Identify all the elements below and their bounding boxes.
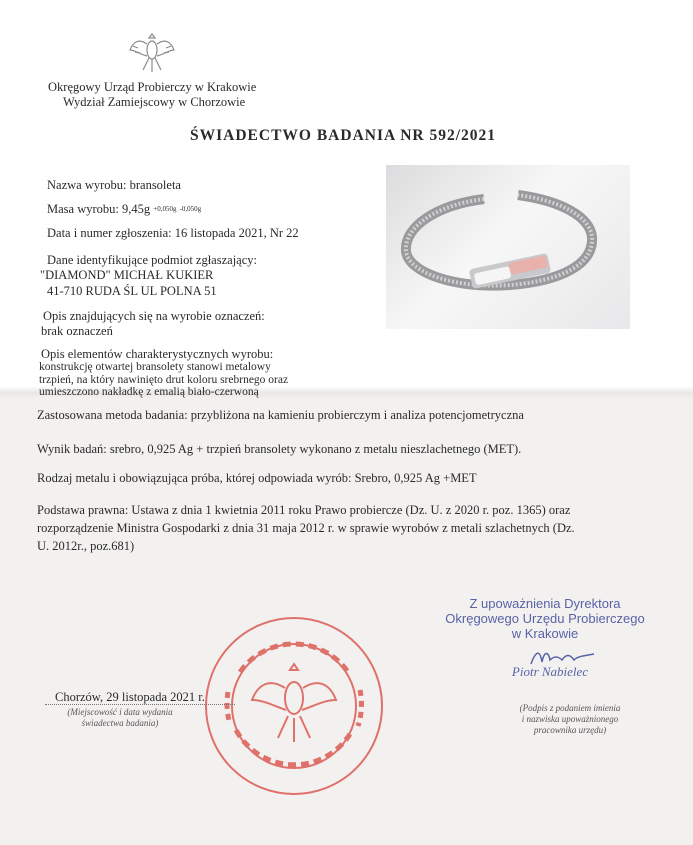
product-name: Nazwa wyrobu: bransoleta [47, 178, 181, 192]
elements-label: Opis elementów charakterystycznych wyrobu: [41, 347, 274, 361]
product-photo [386, 165, 630, 329]
mass-tolerance-minus: -0,050g [179, 205, 202, 213]
office-department: Wydział Zamiejscowy w Chorzowie [63, 95, 246, 109]
issue-place-date: Chorzów, 29 listopada 2021 r. [55, 690, 205, 704]
test-result: Wynik badań: srebro, 0,925 Ag + trzpień bransolety wykonano z metalu nieszlachetnego (MET). [37, 442, 522, 456]
certificate-title: ŚWIADECTWO BADANIA NR 592/2021 [190, 127, 497, 144]
product-mass [47, 201, 201, 217]
authorization-line-3: w Krakowie [511, 626, 579, 641]
marks-value: brak oznaczeń [41, 324, 113, 338]
submitter-address: 41-710 RUDA ŚL UL POLNA 51 [47, 284, 217, 298]
mass-value: Masa wyrobu: 9,45g [47, 202, 151, 216]
place-date-line [45, 704, 235, 705]
elements-line-3: umieszczono nakładkę z emalią biało-czerwoną [39, 386, 259, 398]
legal-basis-line-2: rozporządzenie Ministra Gospodarki z dnia 31 maja 2012 r. w sprawie wyrobów z metali szlachetnych (Dz. [37, 521, 575, 535]
bracelet-image [386, 165, 630, 329]
legal-basis-line-1: Podstawa prawna: Ustawa z dnia 1 kwietnia 2011 roku Prawo probiercze (Dz. U. z 2020 r. poz. 1365) oraz [37, 503, 571, 517]
legal-basis-line-3: U. 2012r., poz.681) [37, 539, 135, 553]
marks-label: Opis znajdujących się na wyrobie oznaczeń: [43, 309, 265, 323]
elements-line-1: konstrukcję otwartej bransolety stanowi metalowy [39, 361, 271, 373]
signature-caption-1: (Podpis z podaniem imienia [519, 703, 621, 713]
polish-eagle-emblem-icon [127, 28, 177, 78]
signature-caption-3: pracownika urzędu) [533, 725, 607, 735]
elements-line-2: trzpień, na który nawinięto drut koloru srebrnego oraz [39, 374, 289, 386]
submitter-label: Dane identyfikujące podmiot zgłaszający: [47, 253, 257, 267]
signatory-name: Piotr Nabielec [511, 664, 589, 679]
mass-tolerance-plus: +0,050g [153, 205, 177, 213]
authorization-line-1: Z upoważnienia Dyrektora [469, 596, 621, 611]
place-date-caption-2: świadectwa badania) [81, 718, 159, 728]
submitter-name: "DIAMOND" MICHAŁ KUKIER [40, 268, 214, 282]
place-date-caption-1: (Miejscowość i data wydania [67, 707, 173, 717]
office-stamp-seal [200, 612, 388, 800]
test-method: Zastosowana metoda badania: przybliżona na kamieniu probierczym i analiza potencjometryczna [37, 408, 524, 422]
submission-date: Data i numer zgłoszenia: 16 listopada 2021, Nr 22 [47, 226, 299, 240]
signature-caption-2: i nazwiska upoważnionego [521, 714, 619, 724]
authorization-line-2: Okręgowego Urzędu Probierczego [445, 611, 645, 626]
office-name: Okręgowy Urząd Probierczy w Krakowie [48, 80, 257, 94]
metal-grade: Rodzaj metalu i obowiązująca próba, której odpowiada wyrób: Srebro, 0,925 Ag +MET [37, 471, 477, 485]
